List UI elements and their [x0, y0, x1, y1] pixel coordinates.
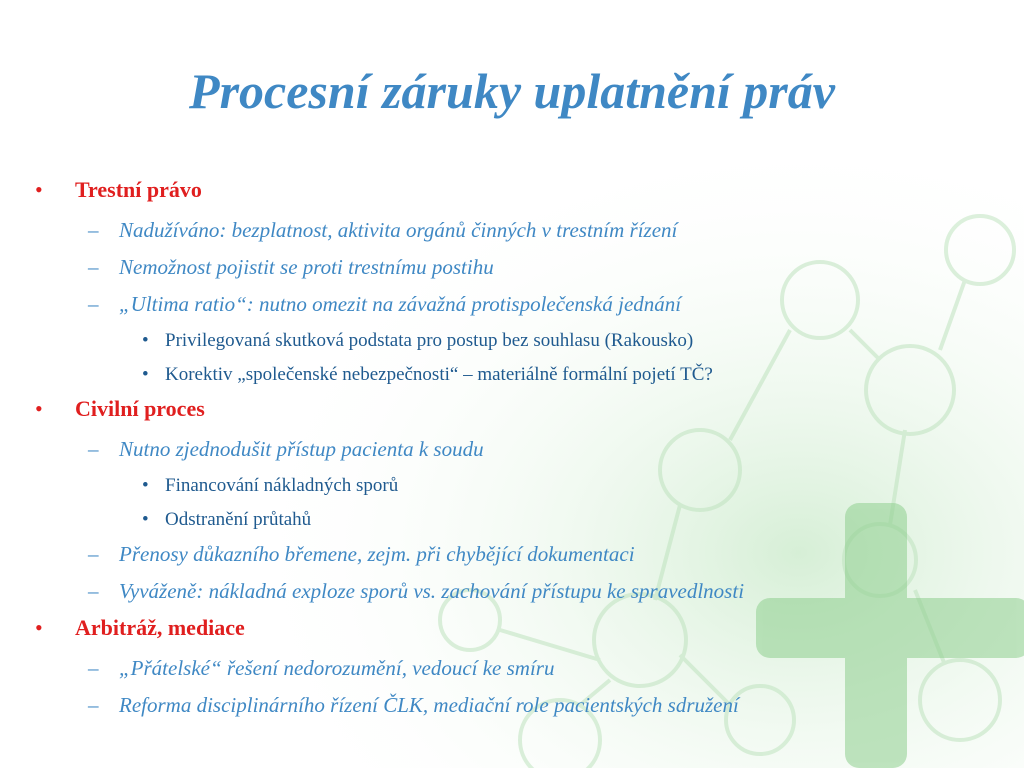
dash-marker: – [88, 437, 99, 461]
dash-marker: – [88, 542, 99, 566]
detail-item [0, 325, 1024, 359]
detail-item [0, 504, 1024, 538]
bullet-marker: • [35, 177, 43, 202]
subitem-text: „Ultima ratio“: nutno omezit na závažná protispolečenská jednání [119, 292, 682, 316]
subitem [0, 689, 1024, 726]
subitem [0, 251, 1024, 288]
section-heading-trestni-pravo [0, 174, 1024, 214]
bullet-marker: • [142, 475, 149, 496]
slide-content [0, 174, 1024, 726]
slide-title: Procesní záruky uplatnění práv [189, 63, 835, 119]
dash-marker: – [88, 579, 99, 603]
subitem [0, 538, 1024, 575]
detail-item [0, 359, 1024, 393]
section-heading-text: Civilní proces [75, 396, 205, 421]
subitem-text: „Přátelské“ řešení nedorozumění, vedoucí ke smíru [119, 656, 555, 680]
subitem [0, 214, 1024, 251]
subitem [0, 433, 1024, 470]
subitem [0, 575, 1024, 612]
detail-text: Odstranění průtahů [165, 509, 312, 530]
detail-item [0, 470, 1024, 504]
section-heading-text: Arbitráž, mediace [75, 615, 245, 640]
subitem-text: Nemožnost pojistit se proti trestnímu postihu [119, 255, 494, 279]
subitem-text: Nutno zjednodušit přístup pacienta k soudu [119, 437, 484, 461]
bullet-marker: • [35, 615, 43, 640]
subitem-text: Reforma disciplinárního řízení ČLK, mediační role pacientských sdružení [119, 693, 739, 717]
dash-marker: – [88, 693, 99, 717]
dash-marker: – [88, 656, 99, 680]
subitem-text: Přenosy důkazního břemene, zejm. při chybějící dokumentaci [119, 542, 635, 566]
section-heading-arbitraz-mediace [0, 612, 1024, 652]
dash-marker: – [88, 255, 99, 279]
subitem-text: Vyváženě: nákladná exploze sporů vs. zachování přístupu ke spravedlnosti [119, 579, 745, 603]
subitem [0, 652, 1024, 689]
detail-text: Korektiv „společenské nebezpečnosti“ – materiálně formální pojetí TČ? [165, 364, 713, 385]
section-heading-text: Trestní právo [75, 177, 202, 202]
bullet-marker: • [142, 364, 149, 385]
section-heading-civilni-proces [0, 393, 1024, 433]
detail-text: Privilegovaná skutková podstata pro postup bez souhlasu (Rakousko) [165, 330, 694, 351]
bullet-marker: • [35, 396, 43, 421]
dash-marker: – [88, 292, 99, 316]
bullet-marker: • [142, 509, 149, 530]
bullet-marker: • [142, 330, 149, 351]
dash-marker: – [88, 218, 99, 242]
subitem-text: Nadužíváno: bezplatnost, aktivita orgánů činných v trestním řízení [119, 218, 678, 242]
detail-text: Financování nákladných sporů [165, 475, 399, 496]
subitem [0, 288, 1024, 325]
